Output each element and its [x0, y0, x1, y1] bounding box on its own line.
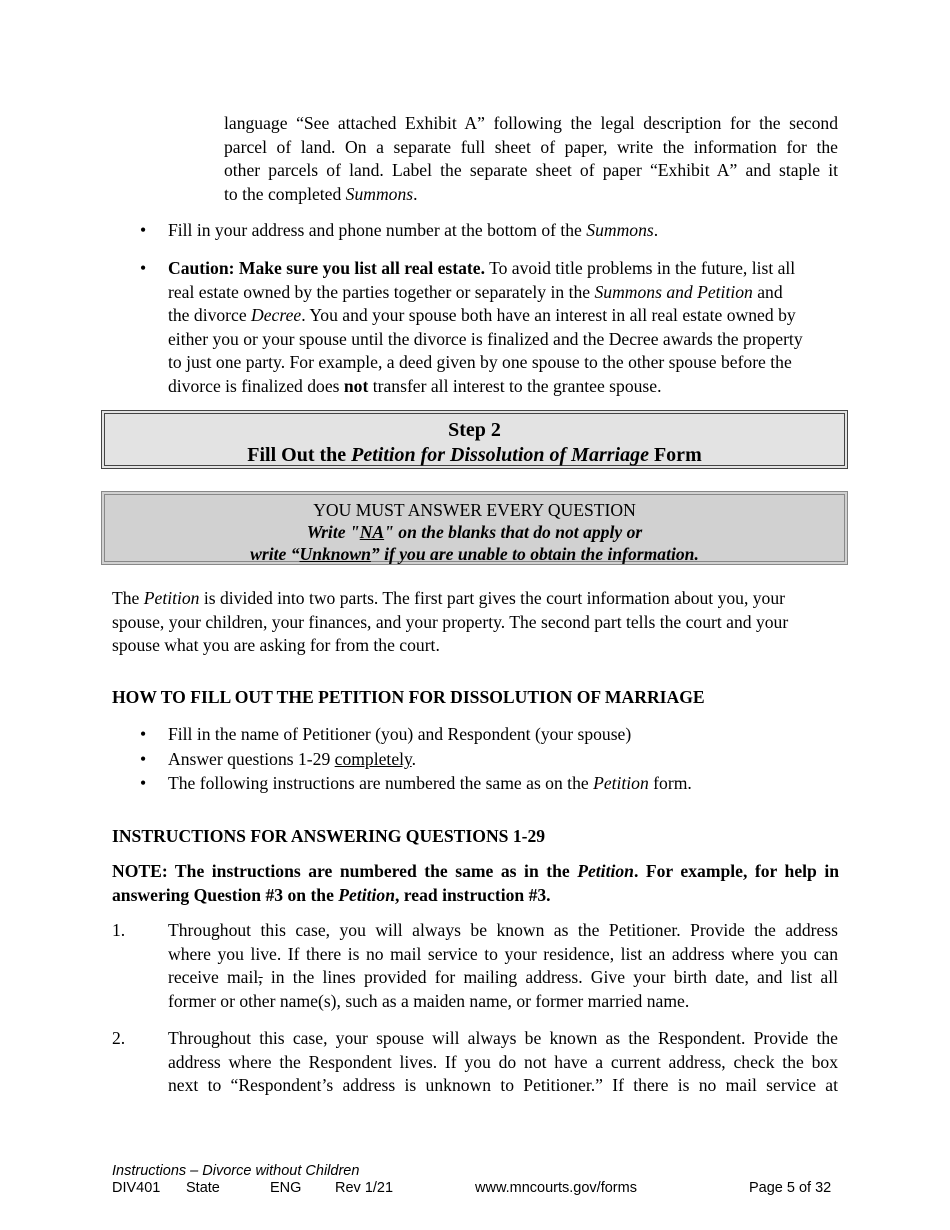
- bullet-icon: •: [140, 258, 147, 278]
- how-to-heading: HOW TO FILL OUT THE PETITION FOR DISSOLUTION OF MARRIAGE: [112, 687, 705, 707]
- note-paragraph: NOTE: The instructions are numbered the same as in the Petition. For example, for help in answering Question #3 on the Petition, read instruction #3.: [112, 861, 839, 905]
- continuation-line: to the completed Summons.: [224, 183, 418, 204]
- bullet-caution: Caution: Make sure you list all real estate. To avoid title problems in the future, list all real estate owned by the parties together or separately in the Summons and Petition and the divorce Decree. You and your spouse both have an interest in all real estate owned by either you or your spouse until the divorce is finalized and the Decree awards the property to just one party. For example, a deed given by one spouse to the other spouse before the divorce is finalized does not transfer all interest to the grantee spouse.: [168, 258, 803, 396]
- must-answer-title: YOU MUST ANSWER EVERY QUESTION: [313, 500, 636, 520]
- petition-intro-paragraph: The Petition is divided into two parts. The first part gives the court information about you, your spouse, your children, your finances, and your property. The second part tells the court and your spouse what you are asking for from the court.: [112, 588, 789, 655]
- continuation-line: parcel of land. On a separate full sheet of paper, write the information for the: [224, 136, 838, 157]
- how-bullet-answer: Answer questions 1-29 completely.: [168, 749, 417, 769]
- step-heading-box: [101, 410, 848, 469]
- instruction-number: 2.: [112, 1028, 126, 1048]
- continuation-paragraph: [224, 112, 838, 206]
- footer-title: Instructions – Divorce without Children: [112, 1163, 360, 1179]
- footer-language: ENG: [270, 1180, 302, 1196]
- continuation-line: other parcels of land. Label the separate sheet of paper “Exhibit A” and staple it: [224, 160, 838, 180]
- instructions-heading: INSTRUCTIONS FOR ANSWERING QUESTIONS 1-29: [112, 826, 546, 846]
- instruction-number: 1.: [112, 920, 126, 940]
- bullet-icon: •: [140, 220, 147, 240]
- footer-form-code: DIV401: [112, 1180, 161, 1196]
- instruction-item-2: Throughout this case, your spouse will always be known as the Respondent. Provide the address where the Respondent lives. If you do not have a current address, check the box next to “Respondent’s address is unknown to Petitioner.” If there is no mail service at: [168, 1028, 838, 1095]
- footer-revision: Rev 1/21: [335, 1180, 394, 1196]
- bullet-address: Fill in your address and phone number at the bottom of the Summons.: [168, 220, 659, 240]
- how-bullet-names: Fill in the name of Petitioner (you) and Respondent (your spouse): [168, 724, 632, 744]
- how-bullet-numbered: The following instructions are numbered the same as on the Petition form.: [168, 773, 692, 793]
- must-answer-unknown-line: write “Unknown” if you are unable to obtain the information.: [250, 544, 699, 564]
- must-answer-box: [101, 491, 848, 565]
- bullet-icon: •: [140, 773, 147, 793]
- footer-jurisdiction: State: [186, 1180, 220, 1196]
- bullet-icon: •: [140, 724, 147, 744]
- step-subtitle: Fill Out the Petition for Dissolution of Marriage Form: [247, 444, 702, 466]
- continuation-line: language “See attached Exhibit A” following the legal description for the second: [224, 113, 838, 133]
- bullet-icon: •: [140, 749, 147, 769]
- step-title: Step 2: [448, 419, 501, 441]
- footer-url: www.mncourts.gov/forms: [475, 1180, 637, 1196]
- instruction-item-1: Throughout this case, you will always be known as the Petitioner. Provide the address where you live. If there is no mail service to your residence, list an address where you can receive mail, in the lines provided for mailing address. Give your birth date, and list all former or other name(s), such as a maiden name, or former married name.: [168, 920, 838, 1011]
- footer-page-number: Page 5 of 32: [749, 1180, 832, 1196]
- must-answer-na-line: Write "NA" on the blanks that do not apply or: [306, 522, 643, 542]
